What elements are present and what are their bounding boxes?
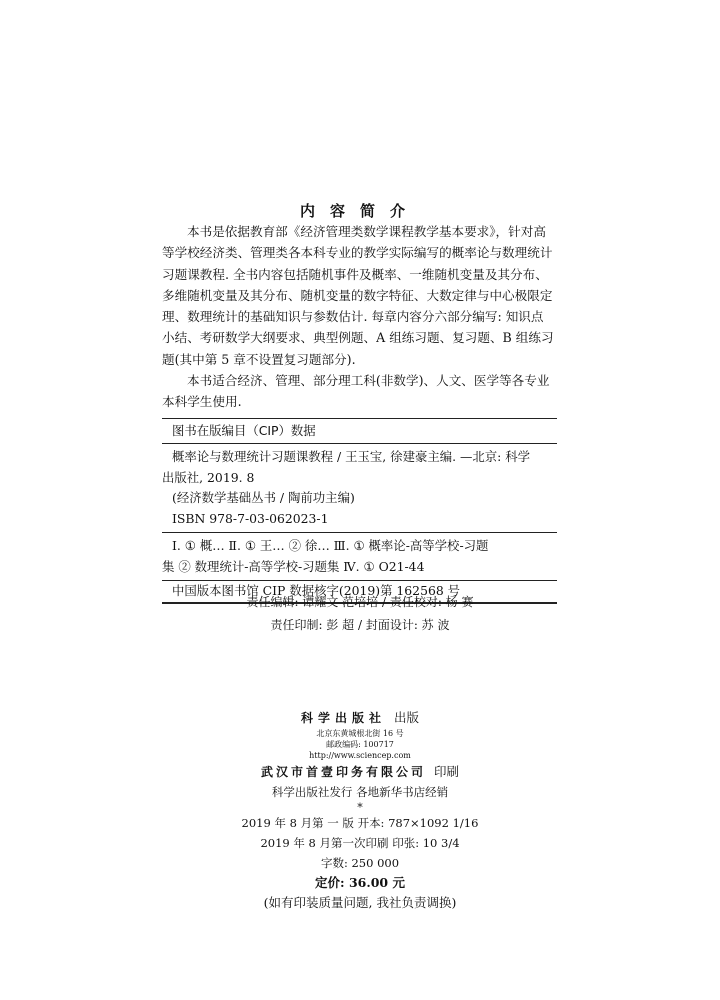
edition-line: 2019 年 8 月第 一 版 开本: 787×1092 1/16 <box>241 816 479 830</box>
word-count: 字数: 250 000 <box>320 856 400 870</box>
editorial-staff <box>0 591 720 637</box>
cip-title-line: 出版社, 2019. 8 <box>162 469 255 485</box>
cip-class-line: Ⅰ. ① 概… Ⅱ. ① 王… ② 徐… Ⅲ. ① 概率论-高等学校-习题 <box>172 538 489 553</box>
publisher-postcode: 邮政编码: 100717 <box>326 740 394 749</box>
quality-notice: (如有印装质量问题, 我社负责调换) <box>263 895 457 910</box>
printer-suffix: 印刷 <box>434 764 460 779</box>
cip-isbn: ISBN 978-7-03-062023-1 <box>172 510 329 526</box>
cip-title-line: 概率论与数理统计习题课教程 / 王玉宝, 徐建豪主编. —北京: 科学 <box>172 449 531 464</box>
intro-line: 理、数理统计的基础知识与参数估计. 每章内容分六部分编写: 知识点 <box>162 309 544 325</box>
printer-line <box>0 761 720 782</box>
publisher-name: 科学出版社 <box>300 711 386 725</box>
printing-line: 2019 年 8 月第一次印刷 印张: 10 3/4 <box>260 836 460 850</box>
publisher-line <box>0 707 720 728</box>
publisher-suffix: 出版 <box>394 710 420 725</box>
intro-line: 题(其中第 5 章不设置复习题部分). <box>162 351 356 367</box>
colophon <box>0 707 720 913</box>
publisher-url: http://www.sciencep.com <box>309 751 411 760</box>
intro-line: 多维随机变量及其分布、随机变量的数字特征、大数定律与中心极限定 <box>162 287 553 303</box>
intro-line: 本书适合经济、管理、部分理工科(非数学)、人文、医学等各专业 <box>187 373 550 389</box>
cip-heading: 图书在版编目（CIP）数据 <box>172 423 316 438</box>
cip-number: 中国版本图书馆 CIP 数据核字(2019)第 162568 号 <box>172 583 461 598</box>
staff-line: 责任编辑: 谭耀文 范培培 / 责任校对: 杨 赛 <box>246 595 474 609</box>
separator-star: * <box>357 801 363 814</box>
publisher-address: 北京东黄城根北街 16 号 <box>316 729 404 738</box>
intro-line: 小结、考研数学大纲要求、典型例题、A 组练习题、复习题、B 组练习 <box>162 330 554 346</box>
cip-classification <box>162 533 557 580</box>
intro-paragraph-2 <box>162 370 557 413</box>
distribution-line: 科学出版社发行 各地新华书店经销 <box>271 785 449 799</box>
cip-class-line: 集 ② 数理统计-高等学校-习题集 Ⅳ. ① O21-44 <box>162 558 425 574</box>
intro-title: 内容简介 <box>299 202 420 220</box>
intro-line: 本科学生使用. <box>162 394 242 410</box>
cip-record <box>162 444 557 532</box>
cip-data-block <box>162 418 557 604</box>
intro-line: 习题课教程. 全书内容包括随机事件及概率、一维随机变量及其分布、 <box>162 266 548 282</box>
printer-name: 武汉市首壹印务有限公司 <box>260 765 426 779</box>
price: 定价: 36.00 元 <box>315 875 405 890</box>
intro-line: 等学校经济类、管理类各本科专业的教学实际编写的概率论与数理统计 <box>162 245 553 261</box>
intro-paragraph-1 <box>162 221 557 370</box>
staff-line: 责任印制: 彭 超 / 封面设计: 苏 波 <box>270 618 450 632</box>
intro-body <box>162 221 557 413</box>
intro-line: 本书是依据教育部《经济管理类数学课程教学基本要求》，针对高 <box>187 224 546 239</box>
cip-series-line: (经济数学基础丛书 / 陶前功主编) <box>172 490 355 505</box>
